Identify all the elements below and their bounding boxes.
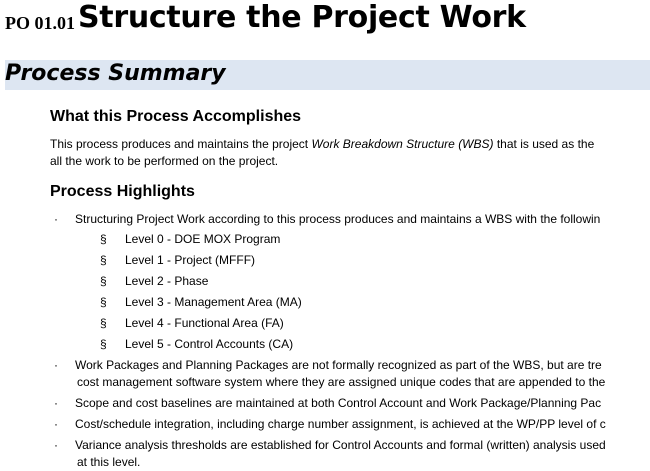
accomplishes-paragraph-line2: all the work to be performed on the project. — [50, 154, 279, 168]
bullet-icon: · — [54, 438, 58, 452]
accomplishes-paragraph — [50, 136, 594, 153]
highlights-heading: Process Highlights — [50, 183, 195, 200]
section-sign-icon: § — [100, 274, 107, 288]
document-id: PO 01.01 — [5, 13, 75, 33]
level-text: Level 0 - DOE MOX Program — [125, 232, 281, 246]
section-sign-icon: § — [100, 232, 107, 246]
section-sign-icon: § — [100, 295, 107, 309]
level-text: Level 5 - Control Accounts (CA) — [125, 337, 294, 351]
list-item-text: Variance analysis thresholds are established for Control Accounts and formal (written) analysis used — [75, 438, 606, 452]
level-text: Level 2 - Phase — [125, 274, 209, 288]
list-item-text: Cost/schedule integration, including charge number assignment, is achieved at the WP/PP level of c — [75, 417, 606, 431]
list-item-text: at this level. — [77, 455, 141, 469]
list-item-text: cost management software system where they are assigned unique codes that are appended to the — [77, 375, 606, 389]
level-text: Level 3 - Management Area (MA) — [125, 295, 302, 309]
level-text: Level 4 - Functional Area (FA) — [125, 316, 284, 330]
section-sign-icon: § — [100, 316, 107, 330]
paragraph-text: that is used as the — [493, 137, 595, 151]
list-item-text: Structuring Project Work according to this process produces and maintains a WBS with the followin — [75, 212, 601, 226]
accomplishes-heading: What this Process Accomplishes — [50, 108, 302, 125]
paragraph-text: This process produces and maintains the project — [50, 137, 312, 151]
level-text: Level 1 - Project (MFFF) — [125, 253, 256, 267]
list-item-text: Work Packages and Planning Packages are not formally recognized as part of the WBS, but are tre — [75, 358, 602, 372]
list-item-text: Scope and cost baselines are maintained at both Control Account and Work Package/Planning Pac — [75, 396, 602, 410]
bullet-icon: · — [54, 212, 58, 226]
section-sign-icon: § — [100, 337, 107, 351]
page-title: Structure the Project Work — [78, 0, 526, 35]
section-sign-icon: § — [100, 253, 107, 267]
bullet-icon: · — [54, 358, 58, 372]
wbs-term: Work Breakdown Structure (WBS) — [311, 137, 494, 151]
section-title: Process Summary — [5, 61, 226, 86]
process-summary-band — [5, 60, 650, 90]
bullet-icon: · — [54, 417, 58, 431]
bullet-icon: · — [54, 396, 58, 410]
